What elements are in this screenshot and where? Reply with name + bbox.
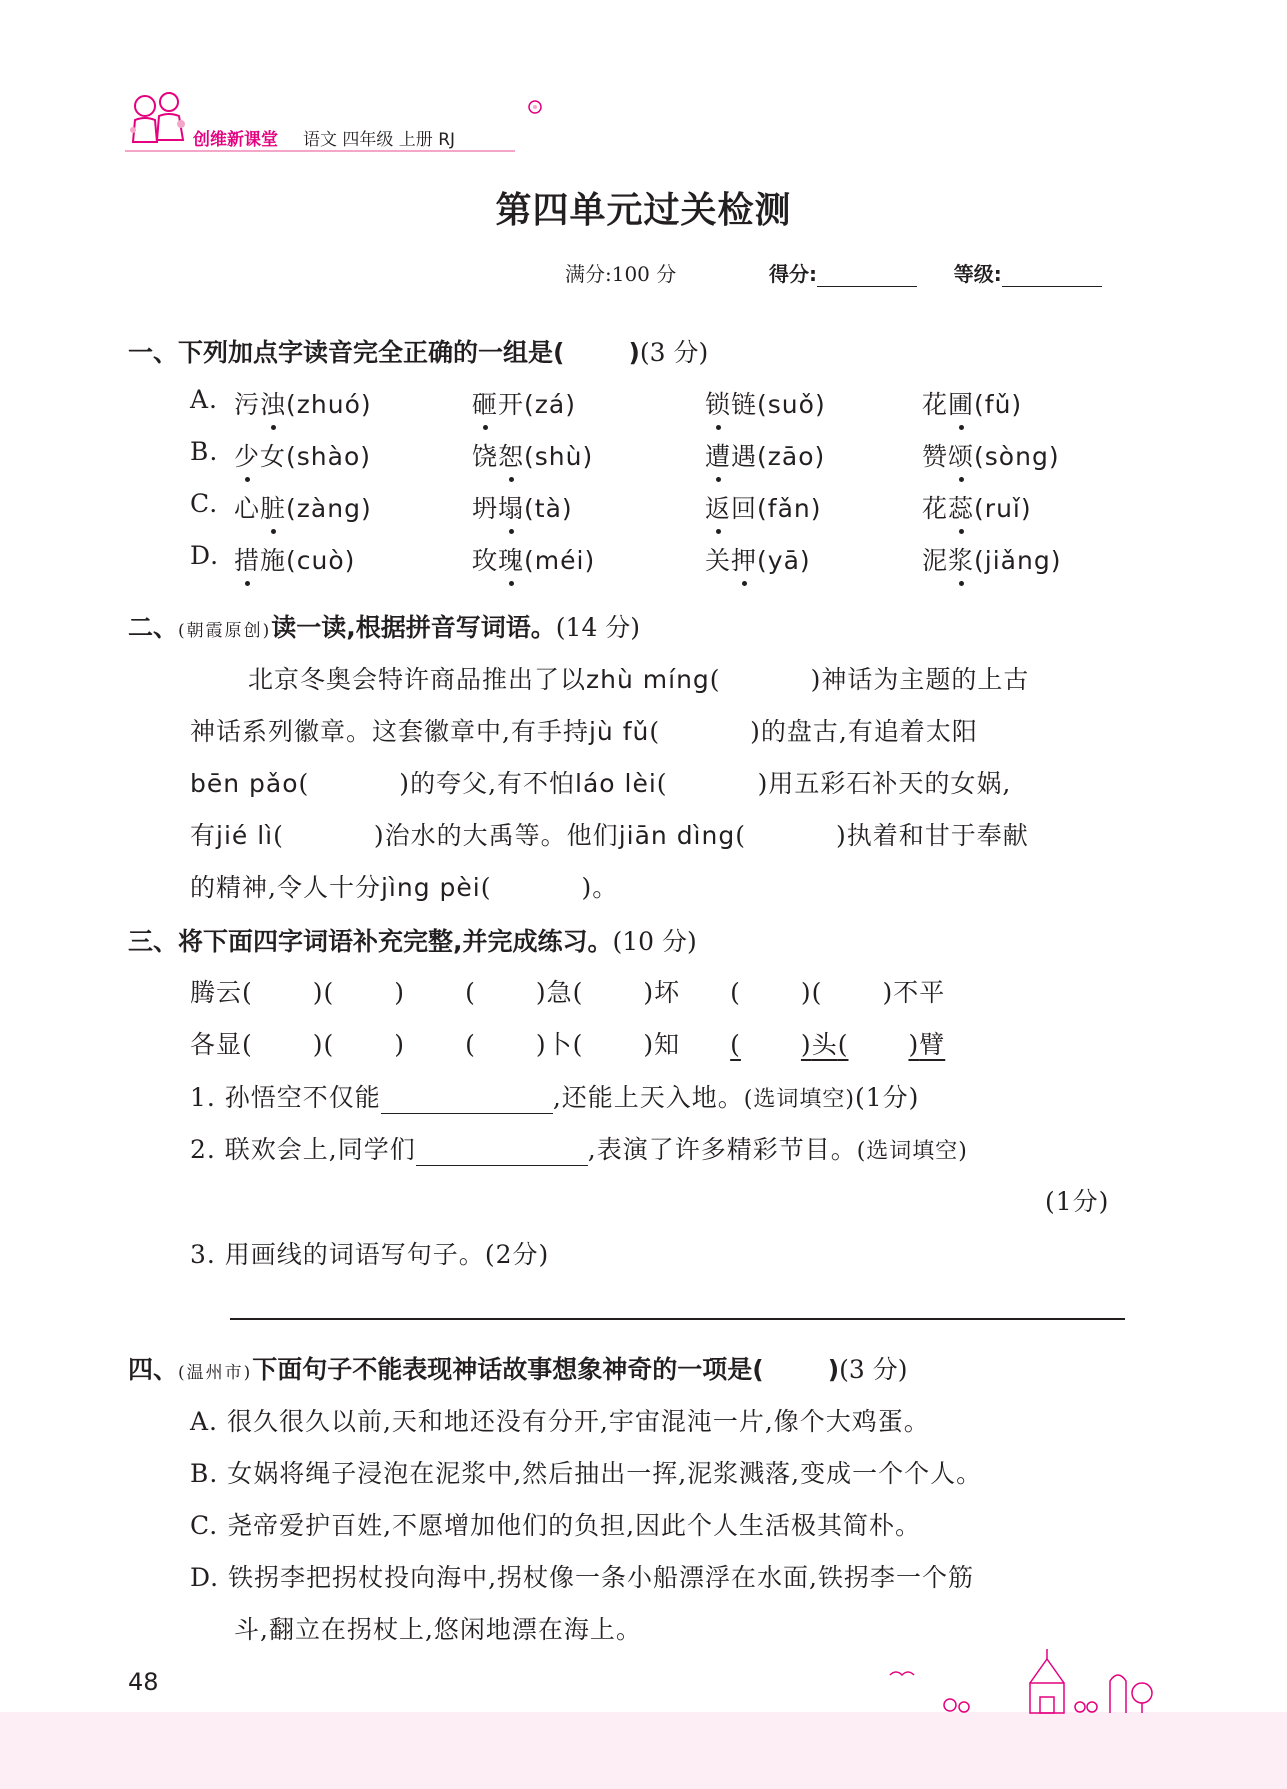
q1-char: 回 xyxy=(731,494,758,523)
q1-char: 浆 xyxy=(948,541,974,577)
full-score: 满分:100 分 xyxy=(565,262,677,286)
header-divider xyxy=(125,150,515,152)
q1-word xyxy=(234,489,372,525)
q1-char: 押 xyxy=(731,541,757,577)
q2-heading: 二、(朝霞原创)读一读,根据拼音写词语。(14 分) xyxy=(128,613,641,642)
q1-char: 赞 xyxy=(922,442,949,471)
q1-pinyin: (zá) xyxy=(524,390,576,419)
q3-sub-2-points: (1分) xyxy=(1045,1187,1110,1216)
q1-char: 恕 xyxy=(498,437,524,473)
q3-idiom-row-1: 腾云( )( ) ( )急( )坏 ( )( )不平 xyxy=(190,978,946,1007)
q1-word xyxy=(472,489,573,525)
castle-decoration-icon xyxy=(880,1645,1180,1717)
q1-char: 塌 xyxy=(498,489,524,525)
q1-pinyin: (ruǐ) xyxy=(974,494,1032,523)
q1-pinyin: (jiǎng) xyxy=(974,546,1062,575)
q1-char: 施 xyxy=(260,546,287,575)
q1-pinyin: (méi) xyxy=(524,546,596,575)
grade-blank[interactable] xyxy=(1002,266,1102,287)
flower-icon xyxy=(525,98,545,116)
q4-heading: 四、(温州市)下面句子不能表现神话故事想象神奇的一项是( )(3 分) xyxy=(128,1355,908,1384)
q1-char: 饶 xyxy=(472,442,499,471)
kids-logo-icon xyxy=(125,90,191,152)
q1-word xyxy=(705,385,826,421)
underlined-idiom: ( )头( )臂 xyxy=(730,1030,946,1059)
q1-pinyin: (shào) xyxy=(286,442,372,471)
q1-word xyxy=(705,489,822,525)
q1-pinyin: (suǒ) xyxy=(757,390,826,419)
q4-option-c[interactable]: C. 尧帝爱护百姓,不愿增加他们的负担,因此个人生活极其简朴。 xyxy=(190,1511,922,1540)
sentence-answer-line[interactable] xyxy=(230,1318,1125,1320)
q1-char: 泥 xyxy=(922,546,949,575)
q1-char: 遭 xyxy=(705,437,731,473)
brand-name: 创维新课堂 xyxy=(193,130,278,150)
q1-word xyxy=(922,385,1022,421)
q1-pinyin: (fǔ) xyxy=(974,390,1023,419)
q1-char: 遇 xyxy=(731,442,758,471)
q4-option-d[interactable]: D. 铁拐李把拐杖投向海中,拐杖像一条小船漂浮在水面,铁拐李一个筋 xyxy=(190,1563,974,1592)
q1-char: 颂 xyxy=(948,437,974,473)
q3-sub-2: 2. 联欢会上,同学们 ,表演了许多精彩节目。(选词填空) xyxy=(190,1135,968,1164)
q1-word xyxy=(922,437,1060,473)
score-blank[interactable] xyxy=(817,266,917,287)
q1-pinyin: (tà) xyxy=(524,494,573,523)
q4-option-b[interactable]: B. 女娲将绳子浸泡在泥浆中,然后抽出一挥,泥浆溅落,变成一个个人。 xyxy=(190,1459,983,1488)
score-row xyxy=(565,258,1102,287)
q1-option-label[interactable]: A. xyxy=(190,385,219,414)
q1-char: 关 xyxy=(705,546,732,575)
q3-sub-1: 1. 孙悟空不仅能 ,还能上天入地。(选词填空)(1分) xyxy=(190,1083,920,1112)
q1-word xyxy=(705,437,825,473)
page-number: 48 xyxy=(128,1668,159,1696)
q1-pinyin: (cuò) xyxy=(286,546,356,575)
q2-line-2: 神话系列徽章。这套徽章中,有手持jù fǔ( )的盘古,有追着太阳 xyxy=(190,717,978,746)
q1-char: 心 xyxy=(234,494,261,523)
q1-char: 措 xyxy=(234,541,260,577)
q1-word xyxy=(472,437,593,473)
q3-idiom-row-2: 各显( )( ) ( )卜( )知 ( )头( )臂 xyxy=(190,1030,946,1059)
q1-char: 女 xyxy=(260,442,287,471)
q1-char: 瑰 xyxy=(498,541,524,577)
q1-char: 链 xyxy=(731,390,758,419)
q1-char: 浊 xyxy=(260,385,286,421)
q1-char: 少 xyxy=(234,437,260,473)
q1-word xyxy=(234,385,372,421)
q3-heading: 三、将下面四字词语补充完整,并完成练习。(10 分) xyxy=(128,927,697,956)
q2-line-1: 北京冬奥会特许商品推出了以zhù míng( )神话为主题的上古 xyxy=(248,665,1030,694)
q4-option-a[interactable]: A. 很久很久以前,天和地还没有分开,宇宙混沌一片,像个大鸡蛋。 xyxy=(190,1407,930,1436)
q1-word xyxy=(234,437,371,473)
page-title: 第四单元过关检测 xyxy=(495,190,792,231)
q1-word xyxy=(234,541,355,577)
q1-char: 脏 xyxy=(260,489,286,525)
subject-label: 语文 四年级 上册 RJ xyxy=(303,130,456,150)
q2-line-4: 有jié lì( )治水的大禹等。他们jiān dìng( )执着和甘于奉献 xyxy=(190,821,1029,850)
q1-option-label[interactable]: D. xyxy=(190,541,220,570)
q1-word xyxy=(472,541,595,577)
q2-line-3: bēn pǎo( )的夸父,有不怕láo lèi( )用五彩石补天的女娲, xyxy=(190,769,1012,798)
q1-word xyxy=(922,541,1061,577)
q1-char: 锁 xyxy=(705,385,731,421)
footer-band xyxy=(0,1712,1287,1789)
q1-pinyin: (zhuó) xyxy=(286,390,372,419)
q1-pinyin: (shù) xyxy=(524,442,594,471)
q1-option-label[interactable]: B. xyxy=(190,437,219,466)
q4-option-d-cont: 斗,翻立在拐杖上,悠闲地漂在海上。 xyxy=(234,1615,642,1644)
q1-char: 砸 xyxy=(472,385,498,421)
q2-line-5: 的精神,令人十分jìng pèi( )。 xyxy=(190,873,619,902)
score-label: 得分: xyxy=(769,262,817,286)
q1-pinyin: (sòng) xyxy=(974,442,1060,471)
q1-char: 花 xyxy=(922,390,949,419)
q1-char: 返 xyxy=(705,489,731,525)
q1-heading: 一、下列加点字读音完全正确的一组是( )(3 分) xyxy=(128,338,709,367)
q1-pinyin: (zàng) xyxy=(286,494,372,523)
q1-char: 坍 xyxy=(472,494,499,523)
q1-word xyxy=(922,489,1032,525)
q1-pinyin: (yā) xyxy=(757,546,811,575)
q1-pinyin: (zāo) xyxy=(757,442,826,471)
q1-char: 蕊 xyxy=(948,489,974,525)
q1-char: 玫 xyxy=(472,546,499,575)
q1-char: 花 xyxy=(922,494,949,523)
q1-char: 圃 xyxy=(948,385,974,421)
q1-word xyxy=(705,541,811,577)
q1-word xyxy=(472,385,576,421)
q3-sub-3: 3. 用画线的词语写句子。(2分) xyxy=(190,1240,550,1269)
page-header xyxy=(125,90,525,160)
fill-blank[interactable] xyxy=(416,1145,588,1166)
q1-pinyin: (fǎn) xyxy=(757,494,822,523)
q1-char: 污 xyxy=(234,390,261,419)
q1-option-label[interactable]: C. xyxy=(190,489,219,518)
grade-label: 等级: xyxy=(953,262,1002,286)
fill-blank[interactable] xyxy=(381,1093,553,1114)
q1-char: 开 xyxy=(498,390,525,419)
